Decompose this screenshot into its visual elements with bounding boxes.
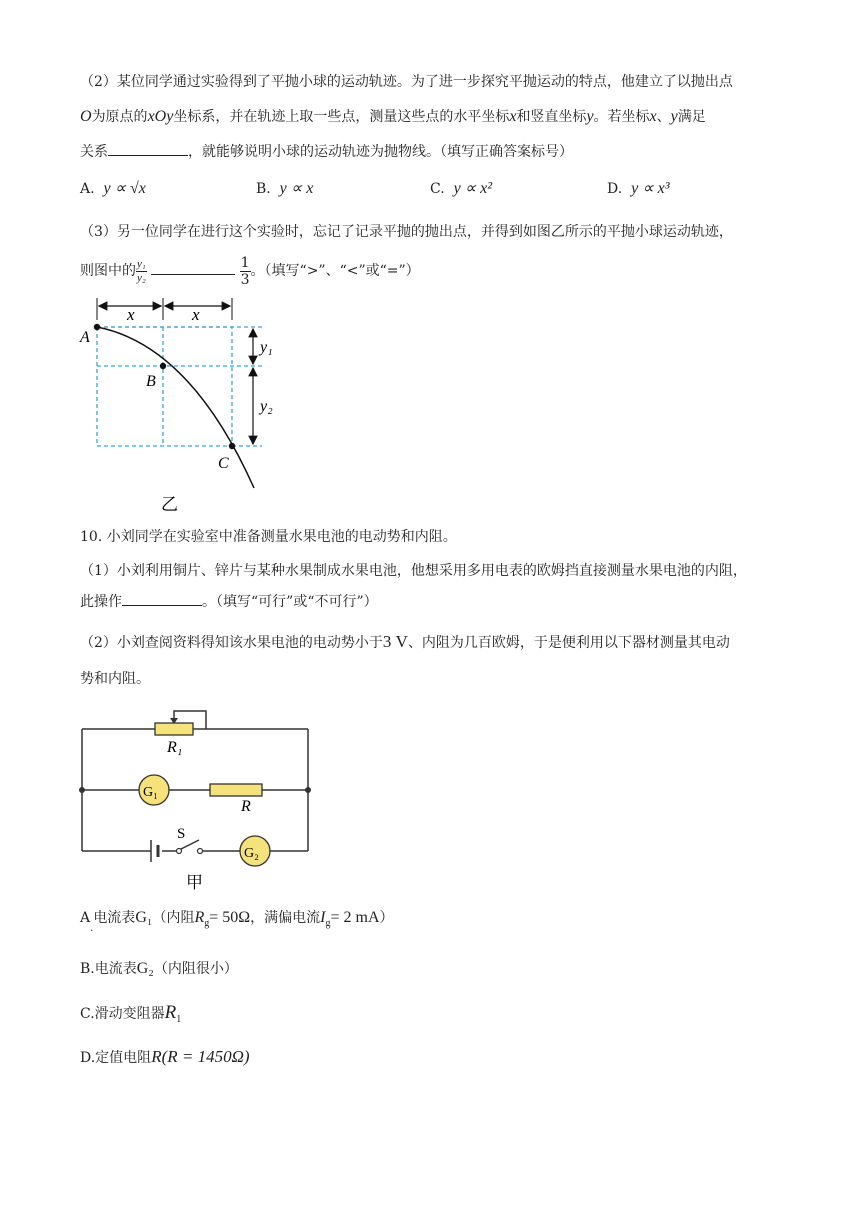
fraction-one-third (240, 256, 251, 287)
var-xoy: xOy (147, 108, 174, 125)
symbol-g1: G₁ (135, 909, 153, 926)
q9-part2-line3 (80, 141, 573, 162)
option-label: C. (430, 181, 445, 197)
equipment-b (80, 959, 238, 979)
label-x1: x (127, 305, 135, 324)
frac-den: 3 (240, 271, 250, 288)
text: 、内阻为几百欧姆，于是便利用以下器材测量其电动 (407, 635, 730, 651)
text: 坐标系，并在轨迹上取一些点，测量这些点的水平坐标 (173, 109, 510, 125)
label-x2: x (192, 305, 200, 324)
equipment-c (80, 1003, 181, 1030)
q10-part2-line2: 势和内阻。 (80, 671, 150, 687)
option-expr: y ∝ x (279, 180, 314, 197)
text: 。（填写“>”、“<”或“=”） (250, 263, 420, 279)
text: 。（填写“可行”或“不可行”） (202, 594, 378, 610)
var-x: x (649, 108, 657, 125)
option-b (256, 178, 313, 198)
equipment-a (80, 908, 394, 934)
option-label: B. (256, 181, 271, 197)
text: D.定值电阻 (80, 1050, 152, 1066)
q9-part3-line2 (80, 253, 420, 289)
frac-den: y₂ (137, 271, 146, 284)
value-3v: 3 V (382, 632, 408, 651)
point-a-dot (94, 324, 100, 330)
answer-blank[interactable] (122, 591, 202, 606)
symbol-r: R (151, 1047, 162, 1066)
label-g1: G₁ (143, 785, 158, 800)
text: ） (379, 910, 394, 926)
var-x: x (509, 108, 517, 125)
text: 关系 (80, 144, 108, 160)
item-dot: . (90, 923, 94, 934)
q9-part2-line2 (80, 107, 706, 127)
text: 电流表 (93, 910, 136, 926)
circuit-wires (82, 711, 308, 851)
text: 和竖直坐标 (516, 109, 587, 125)
text: 为原点的 (91, 109, 148, 125)
option-expr: y ∝ x³ (631, 180, 670, 197)
label-point-c: C (218, 455, 229, 472)
label-y2: y₂ (260, 398, 273, 415)
symbol-g2: G₂ (136, 960, 154, 977)
q10-part2-line1 (80, 632, 730, 653)
var-y: y (670, 108, 678, 125)
label-point-b: B (146, 373, 156, 390)
text: 、 (656, 109, 671, 125)
text: ，满偏电流 (250, 910, 321, 926)
q10-part1-line2 (80, 591, 378, 612)
switch-contact-right (198, 849, 203, 854)
subscript-g: g (204, 917, 210, 929)
figure-yi (70, 292, 300, 518)
text: （内阻很小） (153, 961, 238, 977)
point-b-dot (160, 363, 166, 369)
symbol-r: R (164, 1002, 177, 1023)
switch-contact-left (177, 849, 182, 854)
text: 。若坐标 (593, 109, 650, 125)
text: 满足 (677, 109, 706, 125)
text: 此操作 (80, 594, 122, 610)
label-g2: G₂ (244, 846, 259, 861)
label-r: R (241, 798, 251, 815)
value-ig: = 2 mA (330, 909, 380, 926)
symbol-r: R (194, 909, 205, 926)
dashed-grid (97, 327, 262, 446)
figure-caption-jia: 甲 (186, 873, 203, 893)
q9-part2-line1: （2）某位同学通过实验得到了平抛小球的运动轨迹。为了进一步探究平抛运动的特点，他建立了以抛出点 (80, 74, 733, 90)
option-expr: y ∝ √x (103, 180, 146, 197)
option-d (607, 178, 670, 198)
point-c-dot (229, 443, 235, 449)
label-s: S (177, 826, 186, 842)
var-y: y (586, 108, 594, 125)
value-rg: = 50Ω (209, 909, 251, 926)
frac-num: y₁ (137, 257, 146, 270)
dimension-ticks (97, 298, 232, 320)
symbol-i: I (320, 909, 326, 926)
subscript-g: g (325, 917, 331, 929)
option-label: D. (607, 181, 623, 197)
rheostat-r1 (155, 723, 193, 735)
junction-dot (79, 787, 85, 793)
figure-jia-circuit (70, 700, 330, 900)
option-c (430, 178, 492, 198)
text: C.滑动变阻器 (80, 1006, 165, 1022)
label-y1: y₁ (260, 339, 273, 356)
answer-blank[interactable] (108, 141, 188, 156)
figure-caption-yi: 乙 (161, 495, 178, 515)
answer-blank[interactable] (151, 260, 235, 275)
resistor-r (210, 784, 262, 796)
trajectory-curve (97, 327, 254, 488)
equipment-d (80, 1047, 250, 1068)
option-expr: y ∝ x² (453, 180, 493, 197)
fraction-y1-y2 (136, 259, 147, 284)
text: B.电流表 (80, 961, 137, 977)
q9-part3-line1: （3）另一位同学在进行这个实验时，忘记了记录平抛的抛出点，并得到如图乙所示的平抛小球运动轨迹， (80, 224, 733, 240)
label-point-a: A (80, 329, 90, 346)
item-letter: A (80, 910, 91, 926)
text: （内阻 (152, 910, 195, 926)
q10-part1-line1: （1）小刘利用铜片、锌片与某种水果制成水果电池，他想采用多用电表的欧姆挡直接测量水果电池的内阻， (80, 563, 747, 579)
junction-dot (305, 787, 311, 793)
option-label: A. (80, 181, 95, 197)
text: 则图中的 (80, 263, 136, 279)
subscript-1: 1 (176, 1013, 182, 1025)
value-r: (R = 1450Ω) (161, 1047, 250, 1066)
frac-num: 1 (240, 254, 250, 271)
q10-title: 10. 小刘同学在实验室中准备测量水果电池的电动势和内阻。 (80, 529, 457, 545)
text: ，就能够说明小球的运动轨迹为抛物线。（填写正确答案标号） (188, 144, 573, 160)
var-o: O (80, 108, 92, 125)
text: （2）小刘查阅资料得知该水果电池的电动势小于 (80, 635, 383, 651)
label-r1: R₁ (167, 739, 183, 756)
option-a (80, 178, 146, 198)
